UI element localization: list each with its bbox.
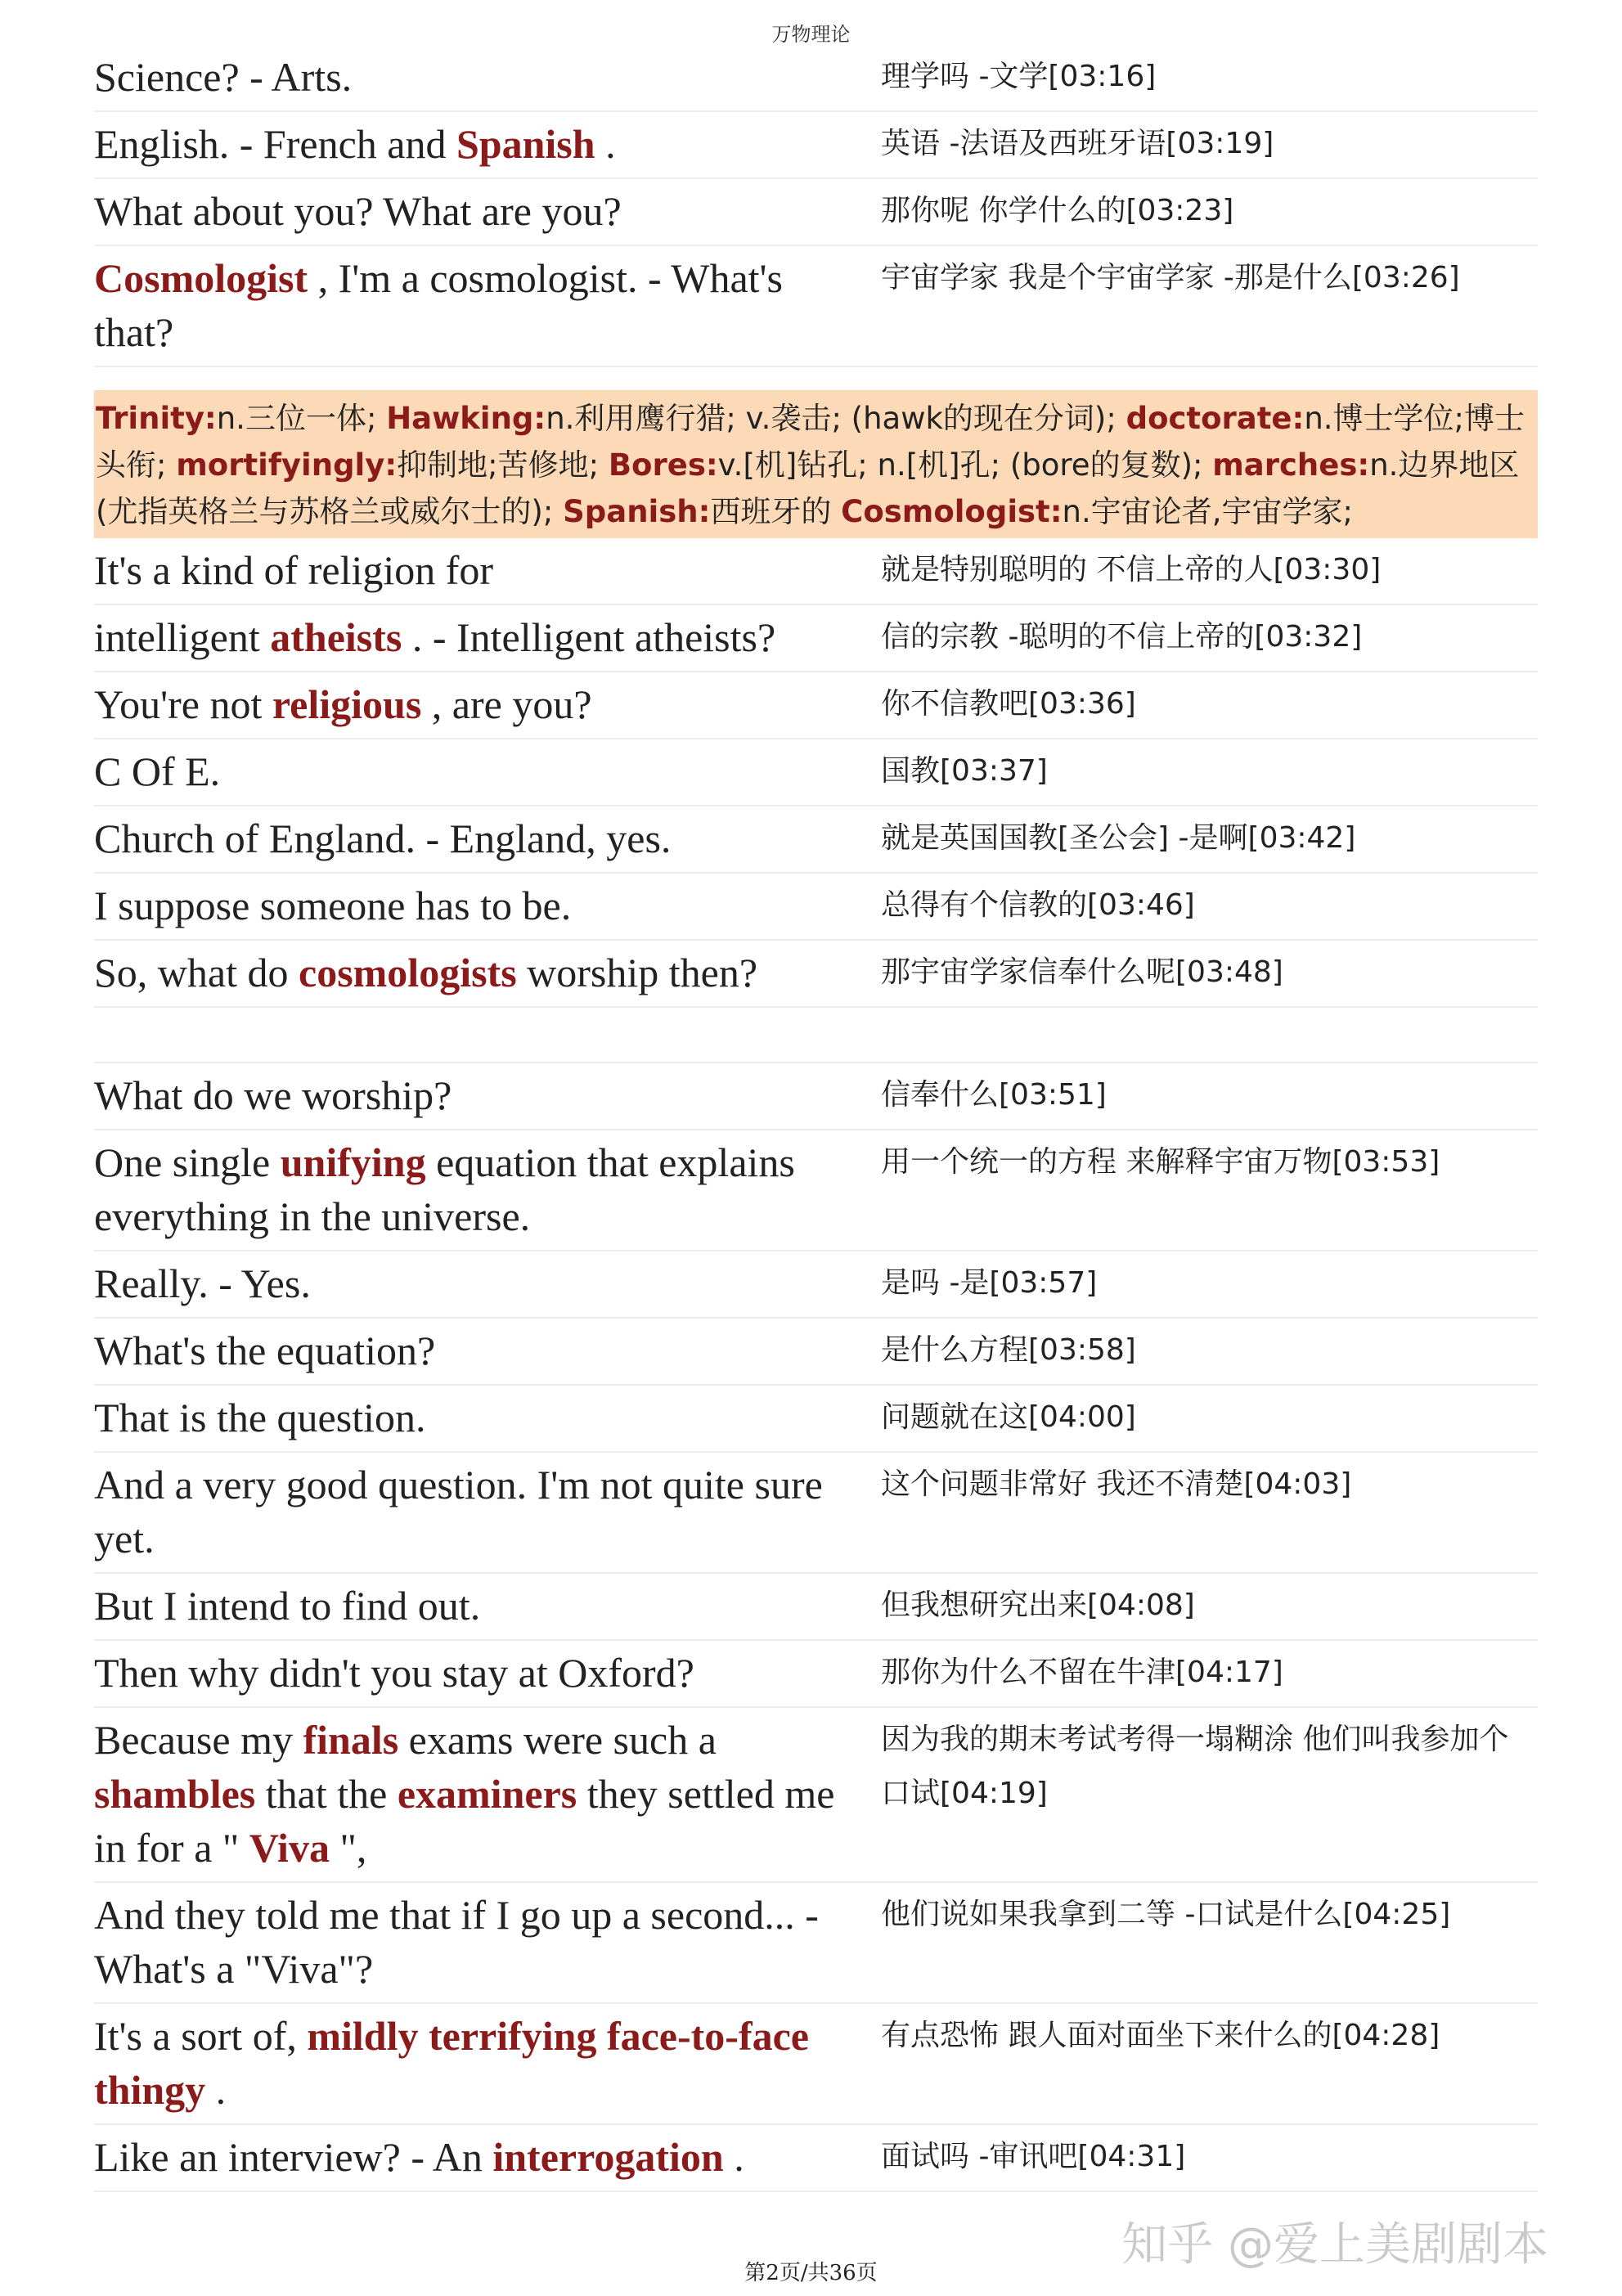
chinese-line: 那你为什么不留在牛津[04:17]: [881, 1656, 1283, 1689]
subtitle-row: [94, 2004, 1538, 2125]
highlighted-word: Bores:: [608, 447, 718, 483]
chinese-line: 因为我的期末考试考得一塌糊涂 他们叫我参加个口试[04:19]: [881, 1723, 1509, 1810]
english-line: Really. - Yes.: [94, 1260, 311, 1306]
highlighted-word: Hawking:: [386, 401, 546, 436]
highlighted-word: marches:: [1212, 447, 1370, 483]
english-line: And they told me that if I go up a second... - What's a "Viva"?: [94, 1892, 819, 1992]
chinese-line: 用一个统一的方程 来解释宇宙万物[03:53]: [881, 1145, 1440, 1179]
english-line: What do we worship?: [94, 1072, 452, 1118]
english-line: But I intend to find out.: [94, 1583, 481, 1629]
subtitle-row: [94, 45, 1538, 112]
subtitle-row: [94, 1883, 1538, 2004]
chinese-line: 有点恐怖 跟人面对面坐下来什么的[04:28]: [881, 2019, 1440, 2052]
chinese-line: 这个问题非常好 我还不清楚[04:03]: [881, 1467, 1352, 1501]
english-line: C Of E.: [94, 748, 221, 794]
english-line: It's a sort of, mildly terrifying face-to-face thingy .: [94, 2013, 809, 2113]
highlighted-word: mortifyingly:: [176, 447, 398, 483]
subtitle-row: [94, 1251, 1538, 1319]
subtitle-row: [94, 1130, 1538, 1251]
subtitle-row: [94, 246, 1538, 367]
subtitle-row: [94, 1386, 1538, 1453]
chinese-line: 但我想研究出来[04:08]: [881, 1588, 1195, 1622]
highlighted-word: atheists: [270, 614, 402, 660]
highlighted-word: Trinity:: [96, 401, 217, 436]
english-line: One single unifying equation that explains everything in the universe.: [94, 1139, 795, 1239]
highlighted-word: Spanish: [456, 121, 595, 167]
english-line: What about you? What are you?: [94, 188, 622, 234]
subtitle-row: [94, 538, 1538, 605]
subtitle-row: [94, 605, 1538, 672]
chinese-line: 信奉什么[03:51]: [881, 1078, 1107, 1112]
highlighted-word: religious: [272, 681, 422, 727]
english-line: So, what do cosmologists worship then?: [94, 950, 758, 995]
chinese-line: 他们说如果我拿到二等 -口试是什么[04:25]: [881, 1898, 1451, 1931]
section-gap: [94, 1008, 1538, 1063]
highlighted-word: Spanish:: [563, 494, 711, 529]
chinese-line: 是什么方程[03:58]: [881, 1333, 1136, 1367]
page-header: 万物理论: [771, 23, 851, 46]
highlighted-word: doctorate:: [1126, 401, 1305, 436]
page-footer: 第2页/共36页: [744, 2261, 878, 2285]
subtitle-row: [94, 112, 1538, 179]
highlighted-word: examiners: [397, 1771, 577, 1817]
chinese-line: 是吗 -是[03:57]: [881, 1266, 1098, 1300]
subtitle-row: [94, 1453, 1538, 1574]
vocabulary-box: Trinity:n.三位一体; Hawking:n.利用鹰行猎; v.袭击; (hawk的现在分词); doctorate:n.博士学位;博士头衔; mortifyingly:抑制地;苦修地; Bores:v.[机]钻孔; n.[机]孔; (bore的复数); marches:n.边界地区 (尤指英格兰与苏格兰或威尔士的); Spanish:西班牙的 Cosmologist:n.宇宙论者,宇宙学家;: [94, 390, 1538, 538]
subtitle-row: [94, 807, 1538, 874]
chinese-line: 就是英国国教[圣公会] -是啊[03:42]: [881, 821, 1356, 855]
subtitle-row: [94, 874, 1538, 941]
english-line: English. - French and Spanish .: [94, 121, 616, 167]
english-line: You're not religious , are you?: [94, 681, 592, 727]
chinese-line: 问题就在这[04:00]: [881, 1400, 1136, 1434]
highlighted-word: unifying: [280, 1139, 426, 1185]
chinese-line: 理学吗 -文学[03:16]: [881, 60, 1157, 93]
highlighted-word: interrogation: [492, 2134, 724, 2180]
subtitle-group-2: [94, 538, 1538, 1008]
english-line: And a very good question. I'm not quite sure yet.: [94, 1462, 823, 1561]
chinese-line: 信的宗教 -聪明的不信上帝的[03:32]: [881, 620, 1363, 654]
english-line: That is the question.: [94, 1395, 426, 1440]
subtitle-row: [94, 1319, 1538, 1386]
english-line: It's a kind of religion for: [94, 547, 494, 593]
subtitle-group-1: [94, 45, 1538, 367]
highlighted-word: Cosmologist: [94, 255, 308, 301]
highlighted-word: finals: [303, 1717, 399, 1763]
watermark: 知乎 @爱上美剧剧本: [1121, 2218, 1548, 2271]
subtitle-row: [94, 739, 1538, 807]
english-line: I suppose someone has to be.: [94, 883, 572, 928]
chinese-line: 就是特别聪明的 不信上帝的人[03:30]: [881, 553, 1382, 586]
english-line: Science? - Arts.: [94, 54, 353, 100]
highlighted-word: cosmologists: [299, 950, 517, 995]
highlighted-word: Viva: [249, 1825, 330, 1871]
chinese-line: 那你呢 你学什么的[03:23]: [881, 194, 1234, 227]
chinese-line: 面试吗 -审讯吧[04:31]: [881, 2140, 1186, 2173]
subtitle-row: [94, 2125, 1538, 2192]
subtitle-row: [94, 179, 1538, 246]
subtitle-row: [94, 1063, 1538, 1130]
english-line: Church of England. - England, yes.: [94, 816, 672, 861]
chinese-line: 宇宙学家 我是个宇宙学家 -那是什么[03:26]: [881, 261, 1460, 294]
chinese-line: 那宇宙学家信奉什么呢[03:48]: [881, 955, 1283, 989]
english-line: Cosmologist , I'm a cosmologist. - What's that?: [94, 255, 784, 355]
english-line: Then why didn't you stay at Oxford?: [94, 1650, 694, 1696]
subtitle-row: [94, 1574, 1538, 1641]
subtitle-row: [94, 1708, 1538, 1883]
subtitle-document: [94, 45, 1538, 2192]
highlighted-word: Cosmologist:: [841, 494, 1063, 529]
chinese-line: 你不信教吧[03:36]: [881, 687, 1136, 721]
chinese-line: 英语 -法语及西班牙语[03:19]: [881, 127, 1274, 160]
subtitle-row: [94, 672, 1538, 739]
subtitle-group-3: [94, 1063, 1538, 2192]
chinese-line: 总得有个信教的[03:46]: [881, 888, 1195, 922]
highlighted-word: shambles: [94, 1771, 256, 1817]
english-line: Like an interview? - An interrogation .: [94, 2134, 744, 2180]
subtitle-row: [94, 941, 1538, 1008]
chinese-line: 国教[03:37]: [881, 754, 1048, 788]
english-line: Because my finals exams were such a shambles that the examiners they settled me in for a " Viva ",: [94, 1717, 835, 1871]
english-line: intelligent atheists . - Intelligent atheists?: [94, 614, 776, 660]
highlighted-word: mildly terrifying face-to-face thingy: [94, 2013, 809, 2113]
subtitle-row: [94, 1641, 1538, 1708]
english-line: What's the equation?: [94, 1328, 436, 1373]
